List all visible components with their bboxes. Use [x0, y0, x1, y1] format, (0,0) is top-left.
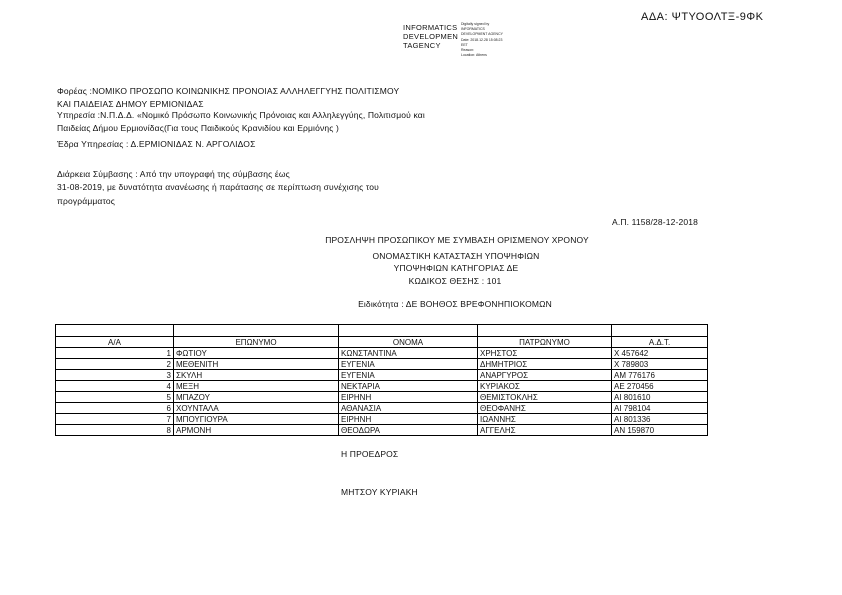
cell-adt: ΑΙ 798104: [612, 403, 708, 414]
cell-patronymo: ΚΥΡΙΑΚΟΣ: [478, 381, 612, 392]
cell-adt: Χ 457642: [612, 348, 708, 359]
foreas-line-2: ΚΑΙ ΠΑΙΔΕΙΑΣ ΔΗΜΟΥ ΕΡΜΙΟΝΙΔΑΣ: [57, 99, 204, 109]
cell-patronymo: ΑΓΓΕΛΗΣ: [478, 425, 612, 436]
cell-adt: ΑΜ 776176: [612, 370, 708, 381]
cell-adt: ΑΕ 270456: [612, 381, 708, 392]
signature-meta-line: DEVELOPMENT AGENCY: [461, 32, 503, 37]
cell-adt: ΑΙ 801610: [612, 392, 708, 403]
cell-patronymo: ΘΕΜΙΣΤΟΚΛΗΣ: [478, 392, 612, 403]
table-row: [56, 392, 708, 403]
cell-aa: 7: [56, 414, 174, 425]
signatory-name: ΜΗΤΣΟΥ ΚΥΡΙΑΚΗ: [341, 487, 418, 497]
protocol-number: Α.Π. 1158/28-12-2018: [612, 217, 699, 227]
table-blank-row: [56, 325, 708, 337]
cell-onoma: ΝΕΚΤΑΡΙΑ: [339, 381, 478, 392]
cell-aa: 1: [56, 348, 174, 359]
cell-adt: Χ 789803: [612, 359, 708, 370]
signature-meta-line: Digitally signed by: [461, 22, 490, 26]
cell-adt: ΑΙ 801336: [612, 414, 708, 425]
signature-logo-line: DEVELOPMEN: [403, 32, 459, 41]
cell-onoma: ΑΘΑΝΑΣΙΑ: [339, 403, 478, 414]
cell-onoma: ΕΙΡΗΝΗ: [339, 414, 478, 425]
table-row: [56, 370, 708, 381]
cell-eponymo: ΧΟΥΝΤΑΛΑ: [174, 403, 339, 414]
candidates-table: [55, 324, 708, 436]
cell-patronymo: ΙΩΑΝΝΗΣ: [478, 414, 612, 425]
ypiresia-line-1: Υπηρεσία :Ν.Π.Δ.Δ. «Νομικό Πρόσωπο Κοινωνικής Πρόνοιας και Αλληλεγγύης, Πολιτισμού και: [57, 110, 425, 120]
title-proslipsi: ΠΡΟΣΛΗΨΗ ΠΡΟΣΩΠΙΚΟΥ ΜΕ ΣΥΜΒΑΣΗ ΟΡΙΣΜΕΝΟΥ ΧΡΟΝΟΥ: [325, 235, 589, 245]
table-row: [56, 414, 708, 425]
cell-aa: 2: [56, 359, 174, 370]
table-row: [56, 348, 708, 359]
cell-onoma: ΕΙΡΗΝΗ: [339, 392, 478, 403]
ada-code: ΑΔΑ: ΨΤΥΟΟΛΤΞ-9ΦΚ: [641, 11, 764, 23]
signature-meta-line: INFORMATICS: [461, 27, 485, 32]
cell-eponymo: ΣΚΥΛΗ: [174, 370, 339, 381]
cell-aa: 4: [56, 381, 174, 392]
table-row: [56, 381, 708, 392]
cell-eponymo: ΜΕΘΕΝΙΤΗ: [174, 359, 339, 370]
cell-onoma: ΘΕΟΔΩΡΑ: [339, 425, 478, 436]
ypiresia-line-2: Παιδείας Δήμου Ερμιονίδας(Για τους Παιδικούς Κρανιδίου και Ερμιόνης ): [57, 123, 339, 133]
title-katigoria: ΥΠΟΨΗΦΙΩΝ ΚΑΤΗΓΟΡΙΑΣ ΔΕ: [393, 263, 519, 273]
signatory-title: Η ΠΡΟΕΔΡΟΣ: [341, 449, 399, 459]
cell-aa: 3: [56, 370, 174, 381]
cell-eponymo: ΜΠΑΖΟΥ: [174, 392, 339, 403]
title-onomastiki: ΟΝΟΜΑΣΤΙΚΗ ΚΑΤΑΣΤΑΣΗ ΥΠΟΨΗΦΙΩΝ: [372, 251, 540, 261]
cell-patronymo: ΑΝΑΡΓΥΡΟΣ: [478, 370, 612, 381]
table-row: [56, 425, 708, 436]
signature-meta-line: Reason:: [461, 48, 475, 53]
table-row: [56, 359, 708, 370]
cell-onoma: ΕΥΓΕΝΙΑ: [339, 370, 478, 381]
cell-aa: 6: [56, 403, 174, 414]
signature-logo-line: TAGENCY: [403, 41, 441, 50]
header-onoma: ΟΝΟΜΑ: [339, 337, 478, 348]
cell-aa: 8: [56, 425, 174, 436]
signature-logo-line: INFORMATICS: [403, 23, 458, 32]
cell-onoma: ΚΩΝΣΤΑΝΤΙΝΑ: [339, 348, 478, 359]
digital-signature-logo: [403, 23, 458, 50]
diarkeia-line-1: Διάρκεια Σύμβασης : Από την υπογραφή της σύμβασης έως: [57, 169, 290, 179]
foreas-line-1: Φορέας :ΝΟΜΙΚΟ ΠΡΟΣΩΠΟ ΚΟΙΝΩΝΙΚΗΣ ΠΡΟΝΟΙΑΣ ΑΛΛΗΛΕΓΓΥΗΣ ΠΟΛΙΤΙΣΜΟΥ: [57, 86, 400, 96]
diarkeia-line-3: προγράμματος: [57, 196, 115, 206]
cell-eponymo: ΜΠΟΥΓΙΟΥΡΑ: [174, 414, 339, 425]
cell-adt: ΑΝ 159870: [612, 425, 708, 436]
header-aa: Α/Α: [56, 337, 174, 348]
cell-eponymo: ΑΡΜΟΝΗ: [174, 425, 339, 436]
cell-patronymo: ΧΡΗΣΤΟΣ: [478, 348, 612, 359]
header-eponymo: ΕΠΩΝΥΜΟ: [174, 337, 339, 348]
table-row: [56, 403, 708, 414]
diarkeia-line-2: 31-08-2019, με δυνατότητα ανανέωσης ή παράτασης σε περίπτωση συνέχισης του: [57, 182, 379, 192]
cell-eponymo: ΦΩΤΙΟΥ: [174, 348, 339, 359]
header-patronymo: ΠΑΤΡΩΝΥΜΟ: [478, 337, 612, 348]
signature-meta-line: Location: Athens: [461, 53, 487, 58]
cell-aa: 5: [56, 392, 174, 403]
cell-eponymo: ΜΕΞΗ: [174, 381, 339, 392]
header-adt: Α.Δ.Τ.: [612, 337, 708, 348]
cell-onoma: ΕΥΓΕΝΙΑ: [339, 359, 478, 370]
edra-line: Έδρα Υπηρεσίας : Δ.ΕΡΜΙΟΝΙΔΑΣ Ν. ΑΡΓΟΛΙΔΟΣ: [57, 139, 256, 149]
signature-meta-line: EET: [461, 42, 468, 47]
title-kodikos: ΚΩΔΙΚΟΣ ΘΕΣΗΣ : 101: [408, 276, 502, 286]
cell-patronymo: ΘΕΟΦΑΝΗΣ: [478, 403, 612, 414]
digital-signature-details: [461, 22, 503, 58]
title-eidikotita: Ειδικότητα : ΔΕ ΒΟΗΘΟΣ ΒΡΕΦΟΝΗΠΙΟΚΟΜΩΝ: [358, 299, 552, 309]
signature-meta-line: Date: 2018.12.28 15:08:23: [461, 37, 503, 42]
cell-patronymo: ΔΗΜΗΤΡΙΟΣ: [478, 359, 612, 370]
table-header-row: [56, 337, 708, 348]
